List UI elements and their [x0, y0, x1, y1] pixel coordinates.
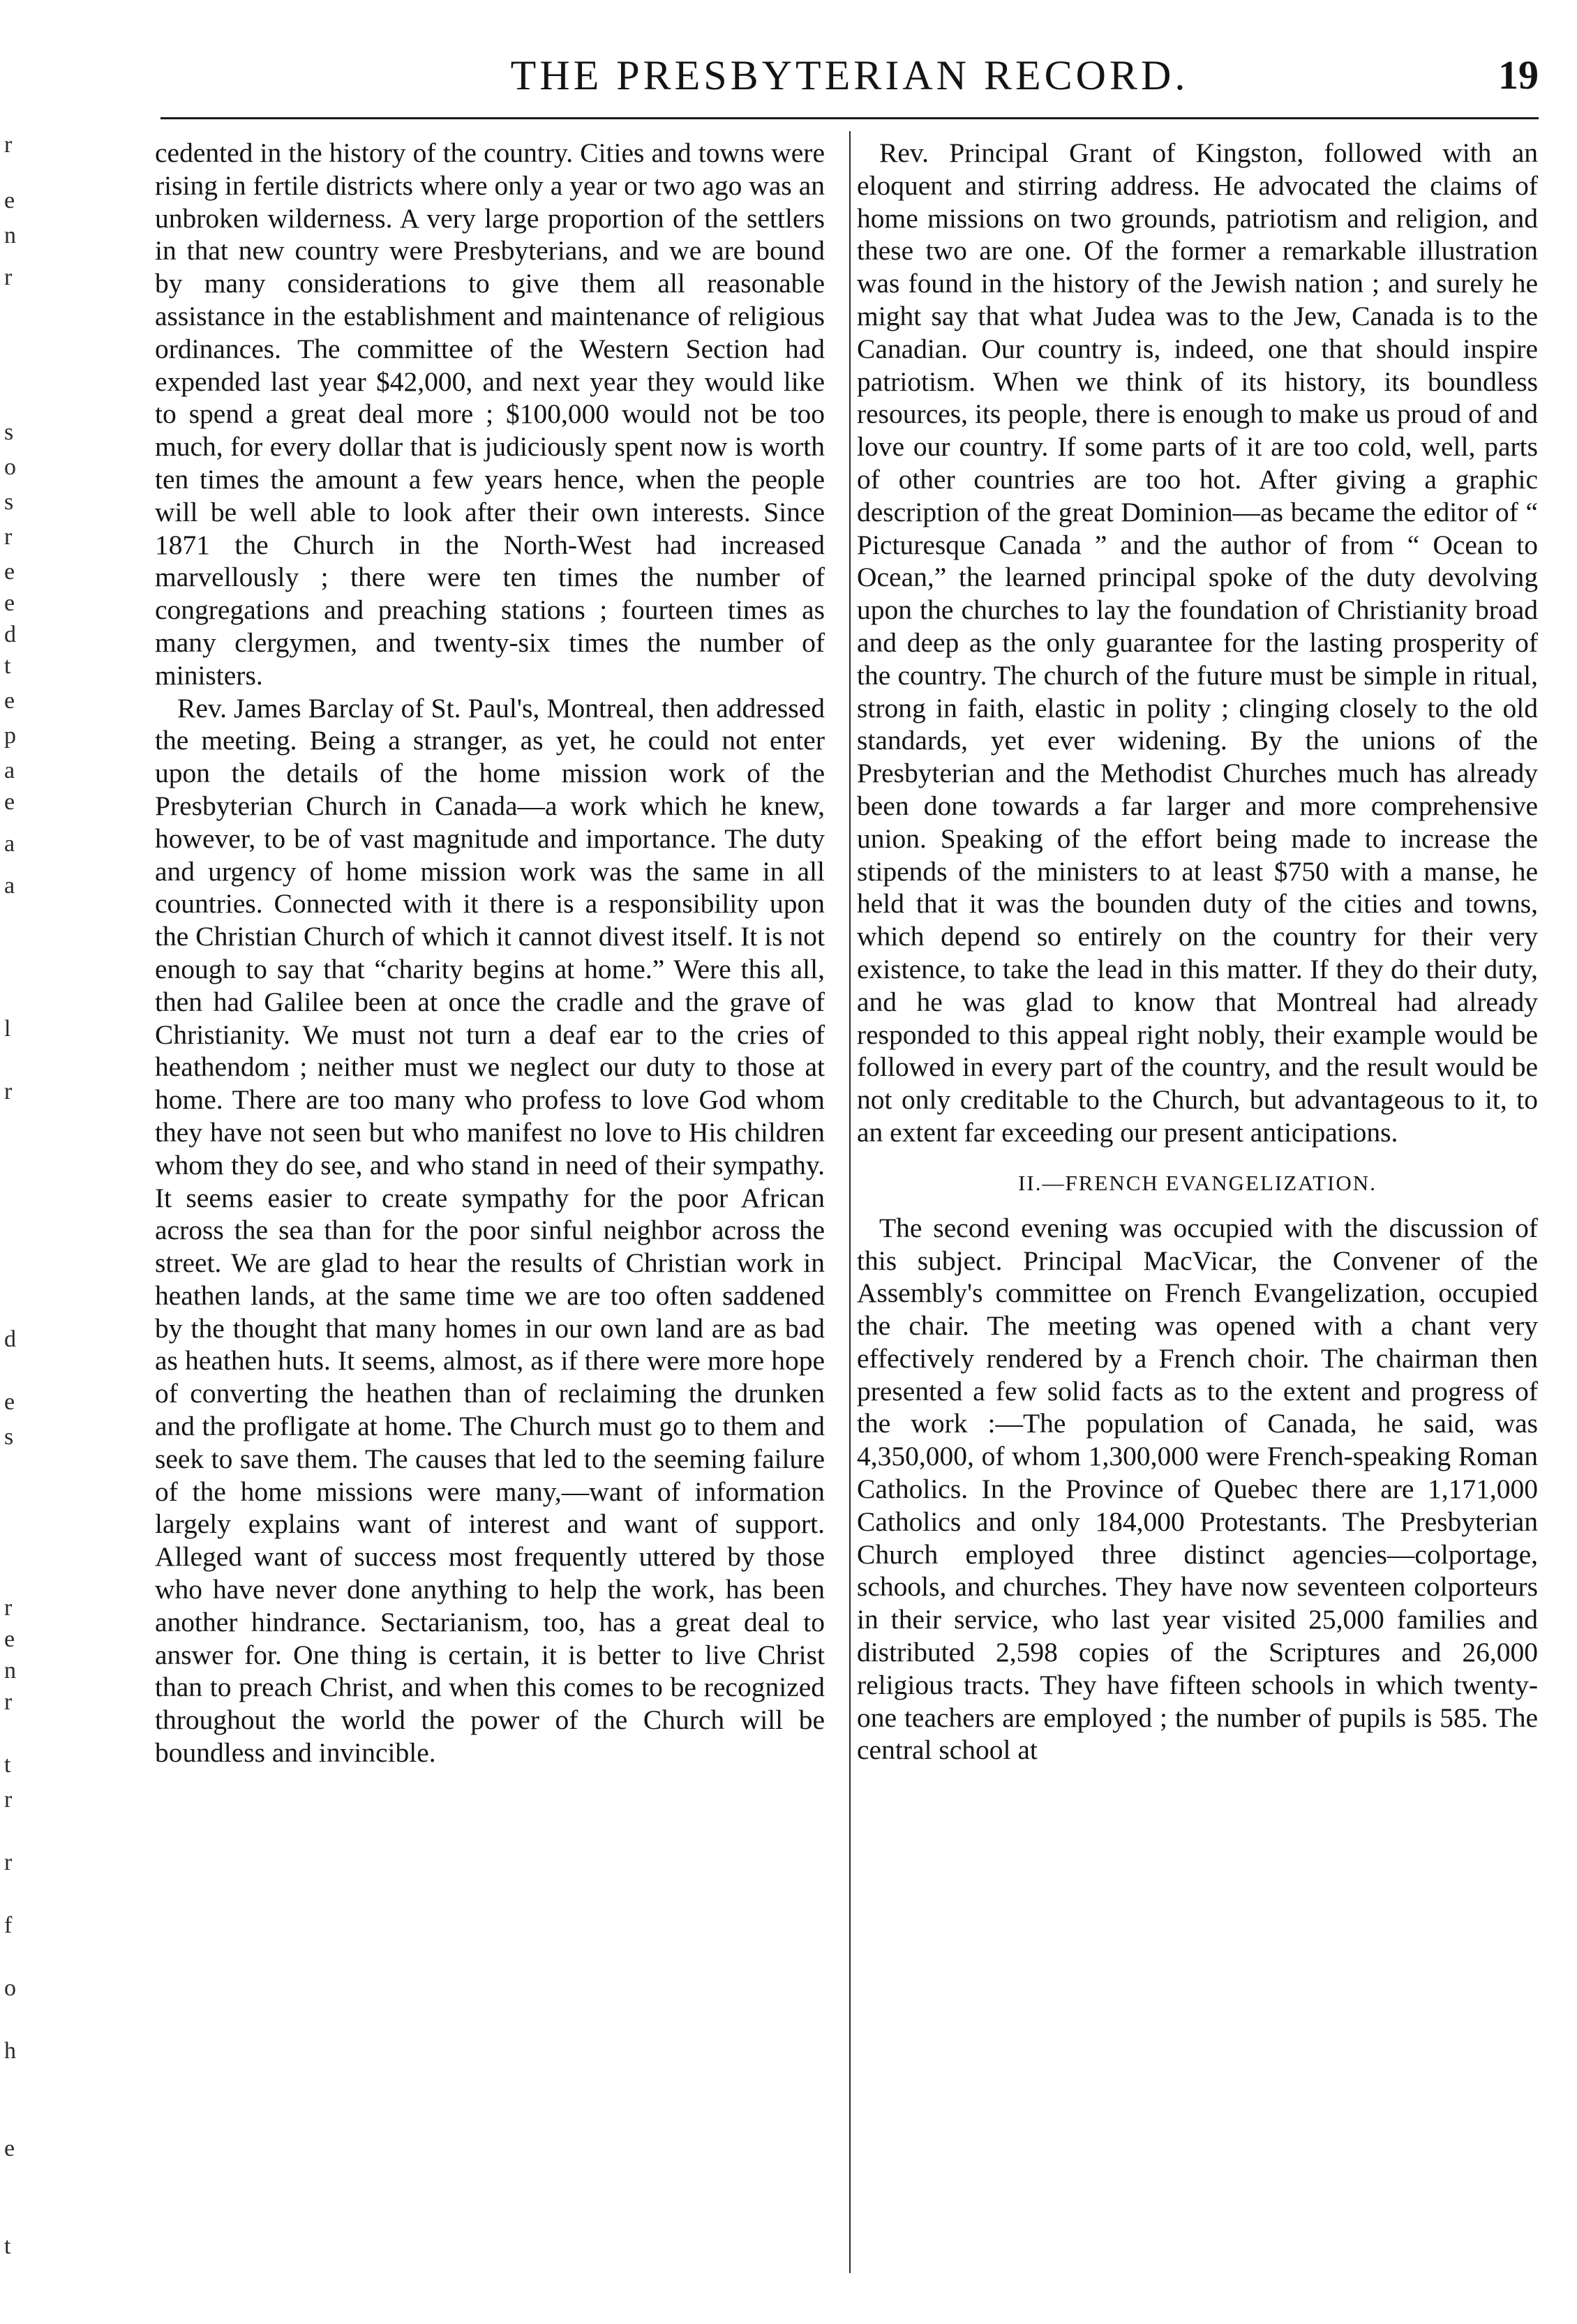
margin-char: t: [4, 2233, 11, 2259]
paragraph: cedented in the history of the country. Cities and towns were rising in fertile districts where only a year or two ago was an unbroken wilderness. A very large proportion of the settlers in that new country were Presbyterians, and we are bound by many considerations to give them all reasonable assistance in the establishment and maintenance of religious ordinances. The committee of the Western Section had expended last year $42,000, and next year they would like to spend a great deal more ; $100,000 would not be too much, for every dollar that is judiciously spent now is worth ten times the amount a few years hence, when the people will be well able to look after their own interests. Since 1871 the Church in the North-West had increased marvellously ; there were ten times the number of congregations and preaching stations ; fourteen times as many clergymen, and twenty-six times the number of ministers.: [155, 137, 825, 691]
margin-char: r: [4, 264, 13, 290]
margin-char: r: [4, 524, 13, 550]
margin-char: t: [4, 653, 11, 679]
margin-char: s: [4, 489, 14, 515]
margin-char: e: [4, 188, 15, 213]
margin-char: e: [4, 590, 15, 616]
margin-char: a: [4, 758, 15, 784]
section-heading: II.—FRENCH EVANGELIZATION.: [1018, 1170, 1377, 1195]
margin-char: s: [4, 1424, 14, 1450]
margin-char: d: [4, 1326, 16, 1352]
margin-char: t: [4, 1752, 11, 1778]
margin-char: r: [4, 1079, 13, 1104]
paragraph: The second evening was occupied with the discussion of this subject. Principal MacVicar, the Convener of the Assembly's committee on French Evangelization, occupied the chair. The meeting was opened with a chant very effectively rendered by a French choir. The chairman then presented a few solid facts as to the extent and progress of the work :—The population of Canada, he said, was 4,350,000, of whom 1,300,000 were French-speaking Roman Catholics. In the Province of Quebec there are 1,171,000 Catholics and only 184,000 Protestants. The Presbyterian Church employed three distinct agencies—colportage, schools, and churches. They have now seventeen colporteurs in their service, who last year visited 25,000 families and distributed 2,598 copies of the Scriptures and 26,000 religious tracts. They have fifteen schools in which twenty-one teachers are employed ; the number of pupils is 585. The central school at: [857, 1212, 1538, 1766]
margin-char: r: [4, 1850, 13, 1875]
margin-char: o: [4, 1975, 16, 2001]
left-column: [155, 137, 825, 1769]
margin-char: n: [4, 1658, 16, 1684]
margin-char: h: [4, 2038, 16, 2064]
column-divider: [849, 131, 851, 2273]
left-margin-fragments: [0, 0, 28, 2324]
margin-char: a: [4, 831, 15, 857]
margin-char: r: [4, 1689, 13, 1715]
margin-char: l: [4, 1016, 11, 1042]
running-head: [160, 40, 1539, 110]
margin-char: r: [4, 1787, 13, 1813]
paragraph: Rev. James Barclay of St. Paul's, Montreal, then addressed the meeting. Being a stranger, as yet, he could not enter upon the details of the home mission work of the Presbyterian Church in Canada—a work which he knew, however, to be of vast magnitude and importance. The duty and urgency of home mission work was the same in all countries. Connected with it there is a responsibility upon the Christian Church of which it cannot divest itself. It is not enough to say that “charity begins at home.” Were this all, then had Galilee been at once the cradle and the grave of Christianity. We must not turn a deaf ear to the cries of heathendom ; neither must we neglect our duty to those at home. There are too many who profess to love God whom they have not seen but who manifest no love to His children whom they do see, and who stand in need of their sympathy. It seems easier to create sympathy for the poor African across the sea than for the poor sinful neighbor across the street. We are glad to hear the results of Christian work in heathen lands, at the same time we are too often saddened by the thought that many homes in our own land are as bad as heathen huts. It seems, almost, as if there were more hope of converting the heathen than of reclaiming the drunken and the profligate at home. The Church must go to them and seek to save them. The causes that led to the seeming failure of the home missions were many,—want of information largely explains want of interest and want of support. Alleged want of success most frequently uttered by those who have never done anything to help the work, has been another hindrance. Sectarianism, too, has a great deal to answer for. One thing is certain, it is better to live Christ than to preach Christ, and when this comes to be recognized throughout the world the power of the Church will be boundless and invincible.: [155, 692, 825, 1769]
right-column: [857, 137, 1538, 1767]
margin-char: e: [4, 1626, 15, 1652]
journal-title: THE PRESBYTERIAN RECORD.: [510, 52, 1189, 98]
margin-char: f: [4, 1912, 13, 1938]
margin-char: s: [4, 419, 14, 445]
margin-char: n: [4, 223, 16, 248]
margin-char: p: [4, 723, 16, 749]
header-rule: [160, 117, 1539, 119]
margin-char: d: [4, 622, 16, 647]
margin-char: r: [4, 132, 13, 158]
margin-char: e: [4, 688, 15, 714]
page-number: 19: [1498, 52, 1539, 98]
margin-char: e: [4, 559, 15, 585]
margin-char: r: [4, 1595, 13, 1621]
margin-char: a: [4, 873, 15, 899]
paragraph: Rev. Principal Grant of Kingston, followed with an eloquent and stirring address. He advocated the claims of home missions on two grounds, patriotism and religion, and these two are one. Of the former a remarkable illustration was found in the history of the Jewish nation ; and surely he might say that what Judea was to the Jew, Canada is to the Canadian. Our country is, indeed, one that should inspire patriotism. When we think of its history, its boundless resources, its people, there is enough to make us proud of and love our country. If some parts of it are too cold, well, parts of other countries are too hot. After giving a graphic description of the great Dominion—as became the editor of “ Picturesque Canada ” and the author of from “ Ocean to Ocean,” the learned principal spoke of the duty devolving upon the churches to lay the foundation of Christianity broad and deep as the only guarantee for the lasting prosperity of the country. The church of the future must be simple in ritual, strong in faith, elastic in polity ; clinging closely to the old standards, yet ever widening. By the unions of the Presbyterian and the Methodist Churches much has already been done towards a far larger and more comprehensive union. Speaking of the effort being made to increase the stipends of the ministers to at least $750 with a manse, he held that it was the bounden duty of the cities and towns, which depend so entirely on the country for their very existence, to take the lead in this matter. If they do their duty, and he was glad to know that Montreal had already responded to this appeal right nobly, their example would be followed in every part of the country, and the result would be not only creditable to the Church, but advantageous to it, to an extent far exceeding our present anticipations.: [857, 137, 1538, 1148]
margin-char: e: [4, 789, 15, 815]
margin-char: e: [4, 1389, 15, 1415]
margin-char: e: [4, 2136, 15, 2161]
margin-char: o: [4, 454, 16, 480]
